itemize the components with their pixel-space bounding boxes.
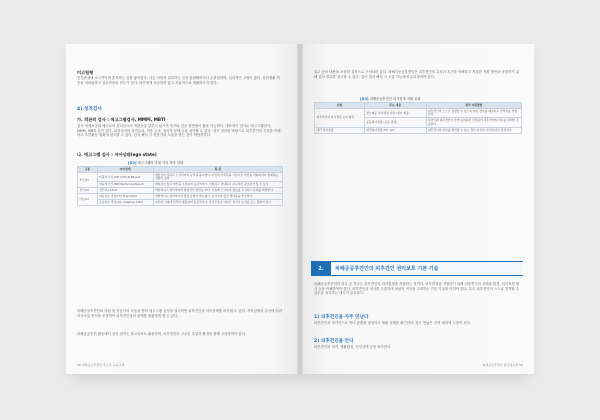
paragraph-ka: 검사 자체표준화 예시로서 심리검사의 객관성을 갖추고 있으며 연구와 임상 장면에서 활용 가능하다. 대표적인 검사로 에고그램검사, MMPI, MBTI 등이 있다. 피검사자의 성격특성, 적응 수준, 심리적 문제 등을 파악할 수 있다. 검사 결과를 바탕으로 피후견인의 특성을 이해하고 후견활동 계획에 참고할 수 있다. 검사 해석 시 전문가의 도움을 받는 것이 바람직하다.: [77, 124, 281, 138]
table2-tag: [표2]: [128, 161, 137, 165]
table3-caption: [360, 96, 420, 101]
table-row: [315, 109, 522, 118]
table-cell: 대리 의사결정: [315, 127, 365, 133]
sub-heading-na: 나. 에고그램 검사 : 자아상태(ego state): [77, 152, 157, 157]
table-cell: 피후견인의 의사결정 능력 향상: [315, 109, 365, 128]
right-mid-paragraph: 피해공공후견인의 의무 중 하나는 피후견인의 의사결정을 지원하는 것이다. 의사결정을 지원하기 위해 피후견인의 상태와 환경, 의사표현 방식 등을 이해하여야 한다. 피후견인의 의사를 존중하며 최선의 이익을 고려하는 기본 기술을 익혀야 한다. 특히 피후견인이 스스로 결정할 수 있도록 지지하는 태도가 중요하다.: [314, 282, 520, 296]
heading-1: 1) 피후견인을 자주 만난다: [314, 315, 369, 320]
table3-title: 피해공공후견인 의사결정 지원 유형: [369, 97, 421, 101]
section-banner: [311, 261, 523, 276]
table-cell: 성인(A): [78, 188, 98, 194]
sub-heading-ka: 가. 객관적 검사 : 에고그램검사, MMPI, MBTI: [77, 117, 166, 122]
left-bottom-paragraph-1: 피해공공후견인의 지원 및 전문가의 도움을 받아 에고그램 검사를 실시하면 피후견인의 자아상태를 파악할 수 있다. 자아상태의 특성에 따라 의사소통 방식을 조정하여 피후견인과의 관계를 원활하게 할 수 있다.: [77, 309, 283, 318]
egogram-table: [77, 166, 283, 206]
table-cell: 책임감이 강하고 도덕적이며 규칙을 중시한다. 자신의 가치관을 기준으로 타인을 비판하거나 통제하는 경향이 있다.: [153, 173, 282, 182]
right-page: [300, 44, 534, 374]
section-title: 피해공공후견인의 피후견인 권익보호 기본 기술: [335, 266, 439, 272]
left-top-heading: 미고립형: [77, 70, 94, 75]
open-book: [66, 44, 534, 374]
section-number: 2.: [311, 262, 331, 275]
right-folio: 피해공공후견인 활동매뉴얼 59: [482, 363, 523, 367]
left-folio: 58 피해공공후견인 후보자 교육교재: [77, 363, 125, 367]
heading-1-paragraph: 피후견인과 정기적으로 만나 관계를 형성하고 생활 상태를 확인한다. 잦은 만남은 신뢰 형성에 도움이 된다.: [314, 321, 472, 325]
table-header: 주요 내용: [364, 103, 426, 109]
table-cell: 성인(A) Adult: [97, 188, 153, 194]
table-header: 유형: [315, 103, 365, 109]
heading-2-paragraph: 피후견인의 성격, 생활환경, 건강상태 등을 파악한다.: [314, 345, 392, 349]
table-cell: 순응하는 아동(AC) Adapted Child: [97, 200, 153, 206]
table-cell: 후견인과 피후견인이 함께 논의하여 결정하며 피후견인의 의사를 최대한 존중한다.: [426, 118, 521, 127]
book-gutter: [297, 44, 303, 374]
table-cell: 대리의사결정 (FC, AC): [364, 127, 426, 133]
support-type-table: [314, 102, 522, 134]
heading-2: 2) 피후견인을 안다: [314, 339, 354, 344]
table2-caption: [128, 160, 183, 165]
left-bottom-paragraph-2: 피해공공후견 활동에서 검사 결과는 참고자료로 활용하며, 피후견인의 고유한 특성과 환경을 함께 고려하여야 한다.: [77, 332, 247, 336]
table-cell: 아동(C): [78, 194, 98, 206]
table-cell: 비판적 부모(CP) Critical Parent: [97, 173, 153, 182]
table-header: 특 징: [153, 167, 282, 173]
table-cell: 객관적이고 합리적이며 현실적인 판단을 한다. 사실에 근거하여 정보를 수집하고 문제를 해결한다.: [153, 188, 282, 194]
table-cell: 정보제공 의사결정 지원 (정보 제공): [364, 109, 426, 118]
table2-title: 에고그램의 다섯 가지 자아 상태: [137, 161, 184, 165]
table-cell: 타인의 기대에 맞추어 행동하며 순응적이다. 자기주장이 약하고 참거나 눈치를 보는 경향이 있다.: [153, 200, 282, 206]
left-page: [66, 44, 300, 374]
table-header: 구분: [78, 167, 98, 173]
table-cell: 부모(P): [78, 173, 98, 188]
right-top-paragraph: 실수 등의 내용을 포함한 질문으로 구성되어 있다. 피해자공공후견인은 피후견인의 특성과 욕구를 이해하고 적절한 지원 방안을 마련하기 위해 검사 결과를 참고할 수 있다. 검사 결과 해석 시 오류 가능성에 유의하여야 한다.: [314, 70, 520, 79]
table-cell: 공동의사결정 (공동 결정): [364, 118, 426, 127]
table-row: [315, 127, 522, 133]
table-row: [78, 200, 283, 206]
table3-tag: [표3]: [360, 97, 369, 101]
table-cell: 양육적 부모(NP) Nurturing Parent: [97, 182, 153, 188]
table-row: [78, 173, 283, 182]
table-cell: 자유로운 아동(FC) Free Child: [97, 194, 153, 200]
left-top-paragraph: 인간관계에 소극적이며 혼자하는 것을 좋아한다. 다른 사람과 접촉하는 것을 불편해하거나 무관심하며, 심리적인 고립이 많다. 집단생활 적응을 어려워하고 상호작용의 빈도가 낮다. 타인에게 의존하지 않고 자율적으로 생활하고자 한다.: [77, 76, 280, 85]
section-4-heading: 4) 성격검사: [77, 107, 102, 112]
table-cell: 피후견인의 의사를 확인할 수 없는 경우 최선의 이익에 따라 결정한다.: [426, 127, 521, 133]
table-cell: 배려심이 많고 타인을 보살피며 공감적이다. 친절하고 관대하나 지나치면 과보호가 될 수 있다.: [153, 182, 282, 188]
table-cell: 자발적이고 창의적이며 감정 표현이 자유롭다. 호기심이 많고 즐거움을 추구한다.: [153, 194, 282, 200]
table-header: 관련 지원방법: [426, 103, 521, 109]
table-cell: 피후견인이 스스로 결정할 수 있도록 쉬운 정보를 제공하고 선택지를 설명한다.: [426, 109, 521, 118]
table-header: 자아상태: [97, 167, 153, 173]
